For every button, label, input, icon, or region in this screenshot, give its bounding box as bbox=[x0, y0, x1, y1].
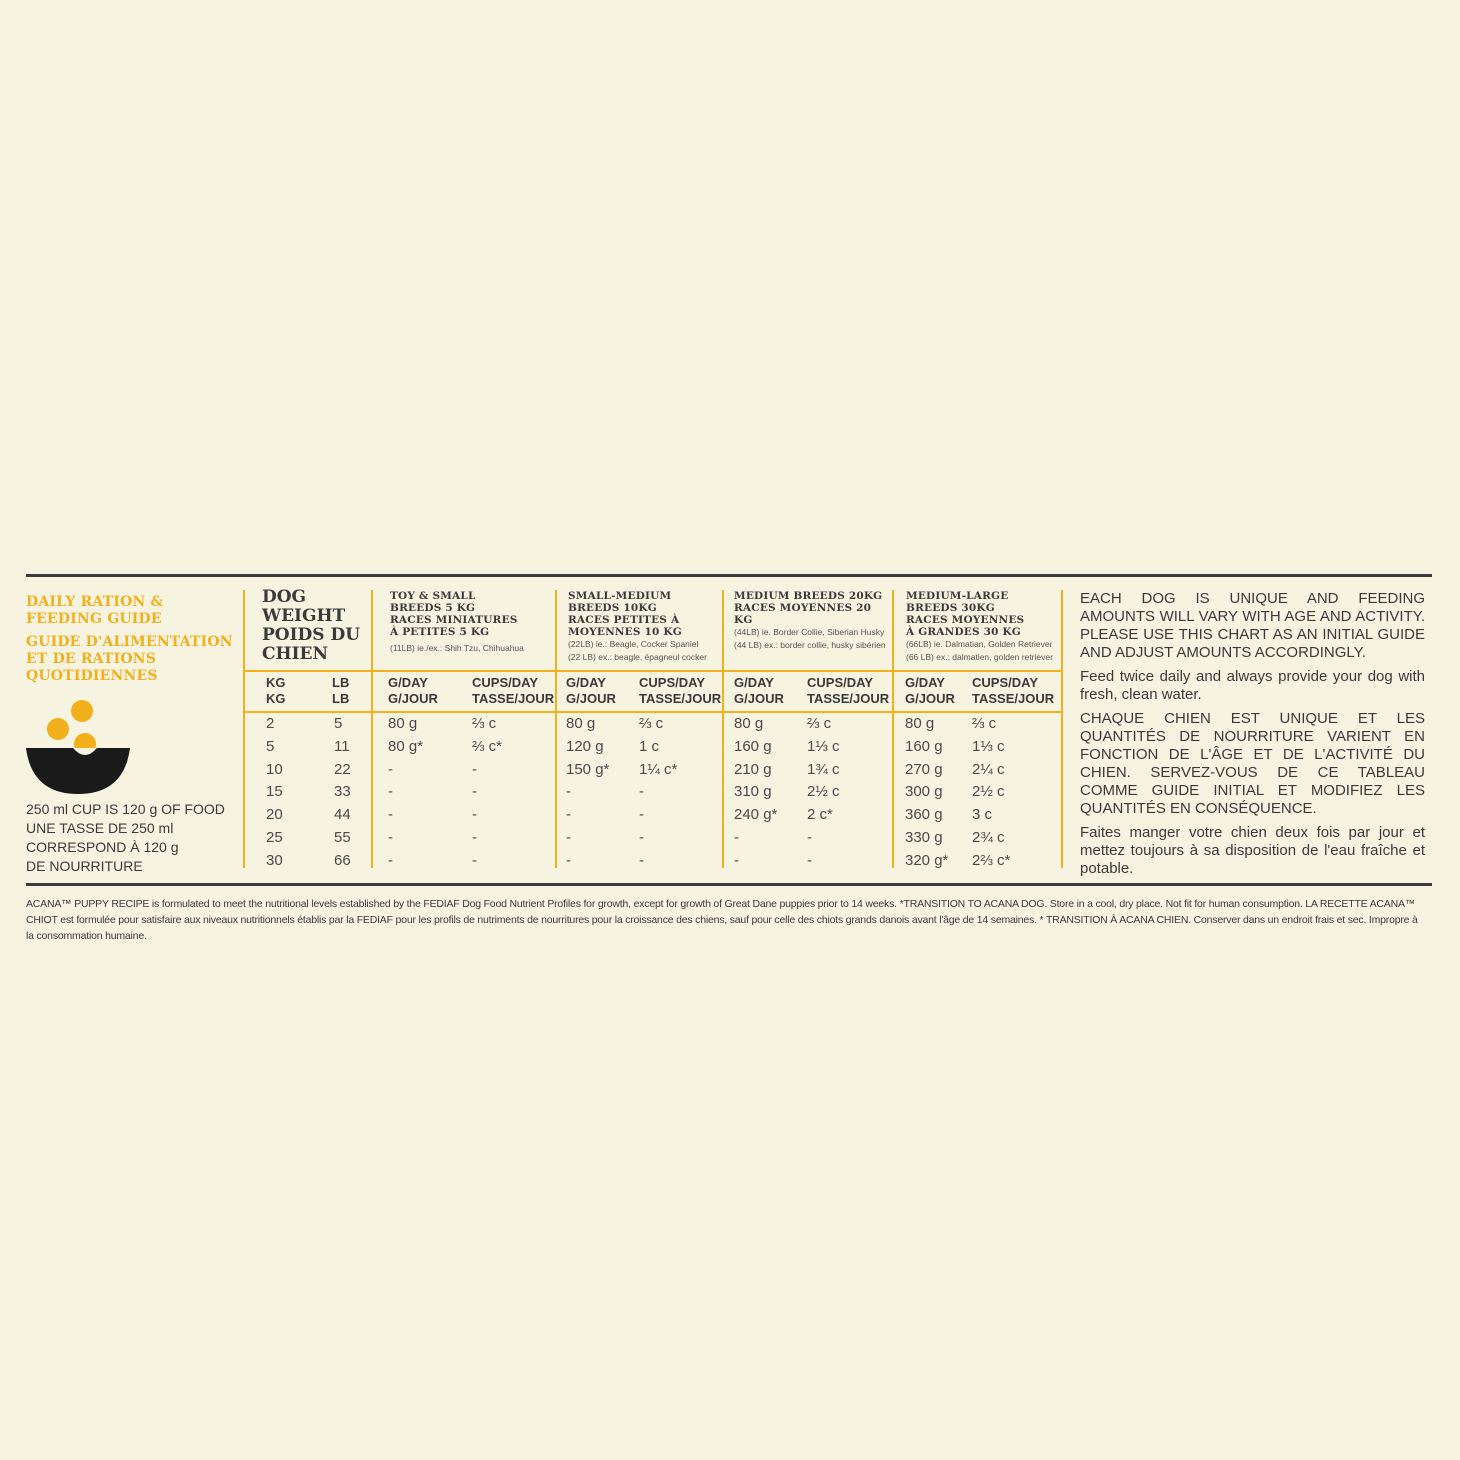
breed-title-line: MEDIUM-LARGE bbox=[906, 590, 1009, 602]
column-divider bbox=[892, 590, 894, 868]
table-cell: - bbox=[472, 829, 477, 846]
table-cell: 150 g* bbox=[566, 760, 610, 778]
table-cell: 80 g bbox=[566, 715, 596, 732]
table-cell: 240 g* bbox=[734, 806, 778, 824]
breed-examples: (44LB) ie. Border Collie, Siberian Husky bbox=[734, 627, 885, 637]
table-cell: 120 g bbox=[566, 737, 604, 755]
table-cell: - bbox=[639, 829, 644, 846]
header-divider bbox=[245, 670, 1061, 672]
legal-footnote: ACANA™ PUPPY RECIPE is formulated to meet the nutritional levels established by the FEDIAF Dog Food Nutrient Profiles for growth, except for growth of Great Dane puppies prior to 14 weeks. *TRANSITION TO ACANA DOG. Store in a cool, dry place. Not fit for human consumption. LA RECETTE ACANA™ CHIOT est formulée pour satisfaire aux niveaux nutritionnels établis par la FEDIAF pour les profils de nutriments de nourritures pour la croissance des chiens, sauf pour celle des chiots grands danois avant l'âge de 14 semaines. * TRANSITION À ACANA CHIEN. Conserver dans un endroit frais et sec. Impropre à la consommation humaine. bbox=[26, 898, 1418, 942]
table-cell: 210 g bbox=[734, 760, 772, 778]
subhead-cups: CUPS/DAY TASSE/JOUR bbox=[639, 675, 722, 706]
breed-header-toy-small bbox=[390, 590, 550, 655]
cup-note-line: UNE TASSE DE 250 ml bbox=[26, 820, 174, 836]
dog-weight-header: DOG WEIGHT POIDS DU CHIEN bbox=[262, 587, 361, 664]
column-divider bbox=[1061, 590, 1063, 868]
column-divider bbox=[243, 590, 245, 868]
breed-title-line: TOY & SMALL bbox=[390, 590, 476, 602]
feeding-guide-intro bbox=[26, 594, 238, 874]
subhead-cups: CUPS/DAY TASSE/JOUR bbox=[472, 675, 555, 706]
feeding-notes bbox=[1080, 590, 1425, 884]
table-cell: 300 g bbox=[905, 783, 943, 801]
note-fr-lower: Faites manger votre chien deux fois par jour et mettez toujours à sa disposition de l'eau fraîche et potable. bbox=[1080, 824, 1425, 877]
breed-title-line: RACES MOYENNES 20 KG bbox=[734, 602, 872, 626]
table-cell: 5 bbox=[334, 715, 343, 732]
cup-note bbox=[26, 800, 238, 876]
cup-note-line: DE NOURRITURE bbox=[26, 858, 143, 874]
table-cell: 11 bbox=[334, 737, 350, 755]
table-cell: 22 bbox=[334, 760, 351, 778]
table-cell: 1⅓ c bbox=[807, 737, 840, 755]
table-cell: 44 bbox=[334, 806, 351, 824]
column-divider bbox=[555, 590, 557, 868]
note-en-lower: Feed twice daily and always provide your dog with fresh, clean water. bbox=[1080, 668, 1425, 703]
subhead-gday: G/DAY G/JOUR bbox=[566, 675, 616, 706]
breed-examples: (11LB) ie./ex.: Shih Tzu, Chihuahua bbox=[390, 643, 524, 653]
breed-examples: (44 LB) ex.: border collie, husky sibérien bbox=[734, 640, 886, 650]
cup-note-line: CORRESPOND À 120 g bbox=[26, 839, 179, 855]
table-cell: 1⅓ c bbox=[972, 737, 1005, 755]
table-cell: - bbox=[566, 829, 571, 846]
table-cell: - bbox=[734, 829, 739, 846]
table-cell: 1 c bbox=[639, 737, 660, 755]
table-cell: - bbox=[566, 851, 571, 869]
column-divider bbox=[722, 590, 724, 868]
table-cell: - bbox=[388, 829, 393, 846]
breed-title-line: À PETITES 5 KG bbox=[390, 626, 490, 638]
top-rule bbox=[26, 574, 1432, 577]
subhead-cups: CUPS/DAY TASSE/JOUR bbox=[972, 675, 1055, 706]
subheader-divider bbox=[245, 711, 1061, 713]
table-cell: 320 g* bbox=[905, 851, 949, 869]
table-cell: 2¼ c bbox=[972, 760, 1005, 778]
table-cell: ⅔ c bbox=[472, 715, 497, 732]
subhead-kg: KG KG bbox=[266, 675, 286, 706]
table-cell: 10 bbox=[266, 760, 283, 778]
table-cell: 80 g bbox=[905, 715, 935, 732]
breed-header-small-medium bbox=[568, 590, 718, 664]
table-cell: - bbox=[388, 851, 393, 869]
table-cell: - bbox=[807, 829, 812, 846]
subhead-gday: G/DAY G/JOUR bbox=[734, 675, 784, 706]
subhead-lb: LB LB bbox=[332, 675, 350, 706]
breed-examples: (66 LB) ex.: dalmatien, golden retriever bbox=[906, 652, 1053, 662]
subhead-gday: G/DAY G/JOUR bbox=[388, 675, 438, 706]
breed-title-line: BREEDS 30KG bbox=[906, 602, 995, 614]
table-cell: 5 bbox=[266, 737, 275, 755]
table-cell: 2½ c bbox=[972, 783, 1005, 801]
subhead-cups: CUPS/DAY TASSE/JOUR bbox=[807, 675, 890, 706]
table-cell: - bbox=[566, 806, 571, 824]
table-cell: 55 bbox=[334, 829, 351, 846]
table-cell: - bbox=[388, 760, 393, 778]
breed-header-medium-large bbox=[906, 590, 1060, 664]
table-cell: 66 bbox=[334, 851, 351, 869]
table-cell: 2 c* bbox=[807, 806, 833, 824]
table-cell: - bbox=[734, 851, 739, 869]
table-cell: 3 c bbox=[972, 806, 993, 824]
table-cell: 2 bbox=[266, 715, 275, 732]
table-cell: - bbox=[388, 806, 393, 824]
subhead-gday: G/DAY G/JOUR bbox=[905, 675, 955, 706]
table-cell: ⅔ c bbox=[972, 715, 997, 732]
table-cell: 1¼ c* bbox=[639, 760, 678, 778]
table-cell: 2⅔ c* bbox=[972, 851, 1011, 869]
table-cell: ⅔ c bbox=[639, 715, 664, 732]
table-cell: 2½ c bbox=[807, 783, 840, 801]
breed-title-line: BREEDS 5 KG bbox=[390, 602, 476, 614]
table-cell: - bbox=[639, 783, 644, 801]
table-cell: 80 g* bbox=[388, 737, 424, 755]
table-cell: - bbox=[472, 851, 477, 869]
table-cell: - bbox=[472, 783, 477, 801]
table-cell: 30 bbox=[266, 851, 283, 869]
breed-examples: (22LB) ie.: Beagle, Cocker Spaniel bbox=[568, 639, 699, 649]
guide-title-en: DAILY RATION & FEEDING GUIDE bbox=[26, 594, 164, 627]
breed-header-medium bbox=[734, 590, 890, 652]
breed-title-line: RACES MOYENNES bbox=[906, 614, 1025, 626]
table-cell: 33 bbox=[334, 783, 351, 801]
breed-examples: (22 LB) ex.: beagle, épagneul cocker bbox=[568, 652, 707, 662]
table-cell: - bbox=[566, 783, 571, 801]
breed-title-line: RACES MINIATURES bbox=[390, 614, 518, 626]
table-cell: - bbox=[807, 851, 812, 869]
table-cell: ⅔ c bbox=[807, 715, 832, 732]
table-cell: 1¾ c bbox=[807, 760, 840, 778]
table-cell: 2¾ c bbox=[972, 829, 1005, 846]
table-cell: 80 g bbox=[734, 715, 764, 732]
table-cell: - bbox=[639, 851, 644, 869]
table-cell: - bbox=[388, 783, 393, 801]
breed-title-line: SMALL-MEDIUM bbox=[568, 590, 672, 602]
table-cell: 330 g bbox=[905, 829, 943, 846]
table-cell: 270 g bbox=[905, 760, 943, 778]
breed-title-line: MOYENNES 10 KG bbox=[568, 626, 682, 638]
table-cell: 15 bbox=[266, 783, 283, 801]
note-en-upper: EACH DOG IS UNIQUE AND FEEDING AMOUNTS WILL VARY WITH AGE AND ACTIVITY. PLEASE USE THIS CHART AS AN INITIAL GUIDE AND ADJUST AMOUNTS ACCORDINGLY. bbox=[1080, 590, 1425, 661]
table-cell: - bbox=[472, 806, 477, 824]
breed-title-line: À GRANDES 30 KG bbox=[906, 626, 1021, 638]
note-fr-upper: CHAQUE CHIEN EST UNIQUE ET LES QUANTITÉS DE NOURRITURE VARIENT EN FONCTION DE L'ÂGE ET DE L'ACTIVITÉ DU CHIEN. SERVEZ-VOUS DE CE TABLEAU COMME GUIDE INITIAL ET MODIFIEZ LES QUANTITÉS EN CONSÉQUENCE. bbox=[1080, 710, 1425, 817]
table-cell: 160 g bbox=[734, 737, 772, 755]
table-cell: 160 g bbox=[905, 737, 943, 755]
table-cell: 20 bbox=[266, 806, 283, 824]
table-cell: 360 g bbox=[905, 806, 943, 824]
table-cell: 80 g bbox=[388, 715, 418, 732]
breed-examples: (66LB) ie. Dalmatian, Golden Retriever bbox=[906, 639, 1053, 649]
breed-title-line: BREEDS 10KG bbox=[568, 602, 657, 614]
cup-note-line: 250 ml CUP IS 120 g OF FOOD bbox=[26, 801, 225, 817]
table-cell: 25 bbox=[266, 829, 283, 846]
guide-title-fr: GUIDE D'ALIMENTATION ET DE RATIONS QUOTIDIENNES bbox=[26, 634, 233, 684]
breed-title-line: RACES PETITES À bbox=[568, 614, 680, 626]
table-cell: ⅔ c* bbox=[472, 737, 503, 755]
table-cell: - bbox=[639, 806, 644, 824]
table-cell: - bbox=[472, 760, 477, 778]
table-cell: 310 g bbox=[734, 783, 772, 801]
breed-title-line: MEDIUM BREEDS 20KG bbox=[734, 590, 883, 602]
bowl-with-kibble-icon bbox=[26, 696, 136, 796]
